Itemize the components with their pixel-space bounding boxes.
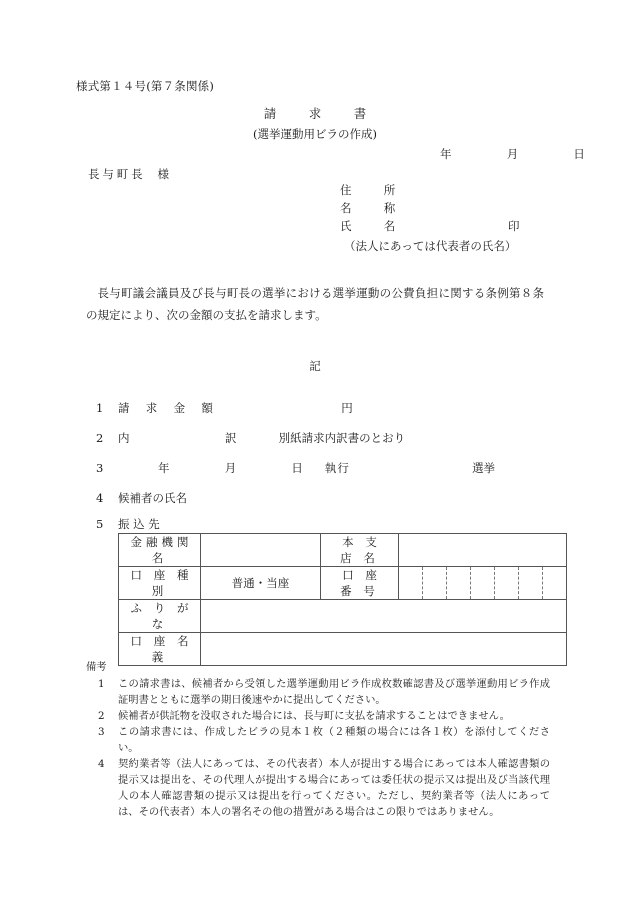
bank-name-value[interactable] [201,534,321,567]
account-digit-cell[interactable] [423,567,447,600]
bank-name-label: 金融機関名 [119,534,201,567]
form-code: 様式第１４号(第７条関係) [76,79,215,93]
remarks-note-number: 3 [98,725,105,738]
body-paragraph: 長与町議会議員及び長与町長の選挙における選挙運動の公費負担に関する条例第８条の規定により、次の金額の支払を請求します。 [86,286,544,323]
account-digit-cell[interactable] [519,567,543,600]
applicant-note: （法人にあっては代表者の氏名） [344,239,517,253]
account-digit-cell[interactable] [447,567,471,600]
item-transfer-destination [96,516,160,532]
account-type-value[interactable]: 普通・当座 [201,567,321,600]
applicant-company-row [340,200,406,216]
item-3-exec-label: 執行 [324,461,351,475]
table-row [119,600,567,633]
branch-name-label: 本 支 店 名 [321,534,399,567]
remarks-note [86,725,550,757]
item-candidate-name [96,490,187,506]
remarks-note [86,709,550,725]
remarks-note-number: 1 [98,677,105,690]
table-row [119,567,567,600]
item-2-value: 別紙請求内訳書のとおり [278,431,406,445]
remarks-section [86,660,550,821]
account-type-label: 口 座 種 別 [119,567,201,600]
item-3-number: 3 [96,461,104,475]
remarks-note [86,757,550,821]
item-4-label: 候補者の氏名 [118,491,187,505]
item-5-number: 5 [96,517,104,531]
remarks-note-number: 2 [98,709,105,722]
date-line: 年 月 日 [440,147,607,161]
remarks-note-text: この請求書には、作成したビラの見本１枚（２種類の場合には各１枚）を添付してください。 [118,725,550,754]
item-breakdown [96,430,405,446]
item-2-number: 2 [96,431,104,445]
bank-account-table [118,533,567,666]
furigana-label: ふ り が な [119,600,201,633]
remarks-heading: 備考 [86,661,107,673]
remarks-note-text: 契約業者等（法人にあっては、その代表者）本人が提出する場合にあっては本人確認書類の提示又は提出を、その代理人が提出する場合にあっては委任状の提示又は提出及び当該代理人の本人確認書類の提示又は提出を行ってください。ただし、契約業者等（法人にあっては、その代表者）本人の署名その他の措置がある場合はこの限りではありません。 [118,757,550,818]
remarks-note-number: 4 [98,757,105,770]
applicant-address-label: 住 所 [340,183,406,197]
item-1-unit: 円 [341,401,353,415]
item-5-label: 振 込 先 [118,517,160,531]
table-row [119,534,567,567]
item-3-election-label: 選挙 [472,461,496,475]
remarks-note-text: 候補者が供託物を没収された場合には、長与町に支払を請求することはできません。 [118,709,510,722]
account-number-label: 口 座 番 号 [321,567,399,600]
item-election-date [96,460,495,476]
ki-mark: 記 [309,359,321,373]
document-subtitle: (選挙運動用ビラの作成) [253,127,377,141]
item-1-label: 請 求 金 額 [118,401,220,415]
account-holder-label: 口 座 名 義 [119,633,201,666]
item-3-date: 年 月 日 [158,461,325,475]
applicant-name-label: 氏 名 [340,219,406,233]
addressee-name: 長与町長 [88,167,146,181]
account-digit-cell[interactable] [399,567,423,600]
applicant-address-row [340,182,406,198]
item-1-number: 1 [96,401,104,415]
account-digit-cell[interactable] [471,567,495,600]
addressee [88,166,169,183]
branch-name-value[interactable] [399,534,567,567]
account-digit-cell[interactable] [495,567,519,600]
item-claim-amount [96,400,353,416]
item-4-number: 4 [96,491,104,505]
account-digit-cell[interactable] [543,567,567,600]
applicant-company-label: 名 称 [340,201,406,215]
document-title: 請求書 [263,106,399,121]
furigana-value[interactable] [201,600,567,633]
remarks-note [86,677,550,709]
item-2-label: 内 訳 [118,431,261,445]
addressee-honorific: 様 [157,167,170,181]
remarks-note-text: この請求書は、候補者から受領した選挙運動用ビラ作成枚数確認書及び選挙運動用ビラ作成証明書とともに選挙の期日後速やかに提出してください。 [118,677,550,706]
seal-mark: 印 [508,219,520,233]
applicant-name-row [340,218,406,234]
